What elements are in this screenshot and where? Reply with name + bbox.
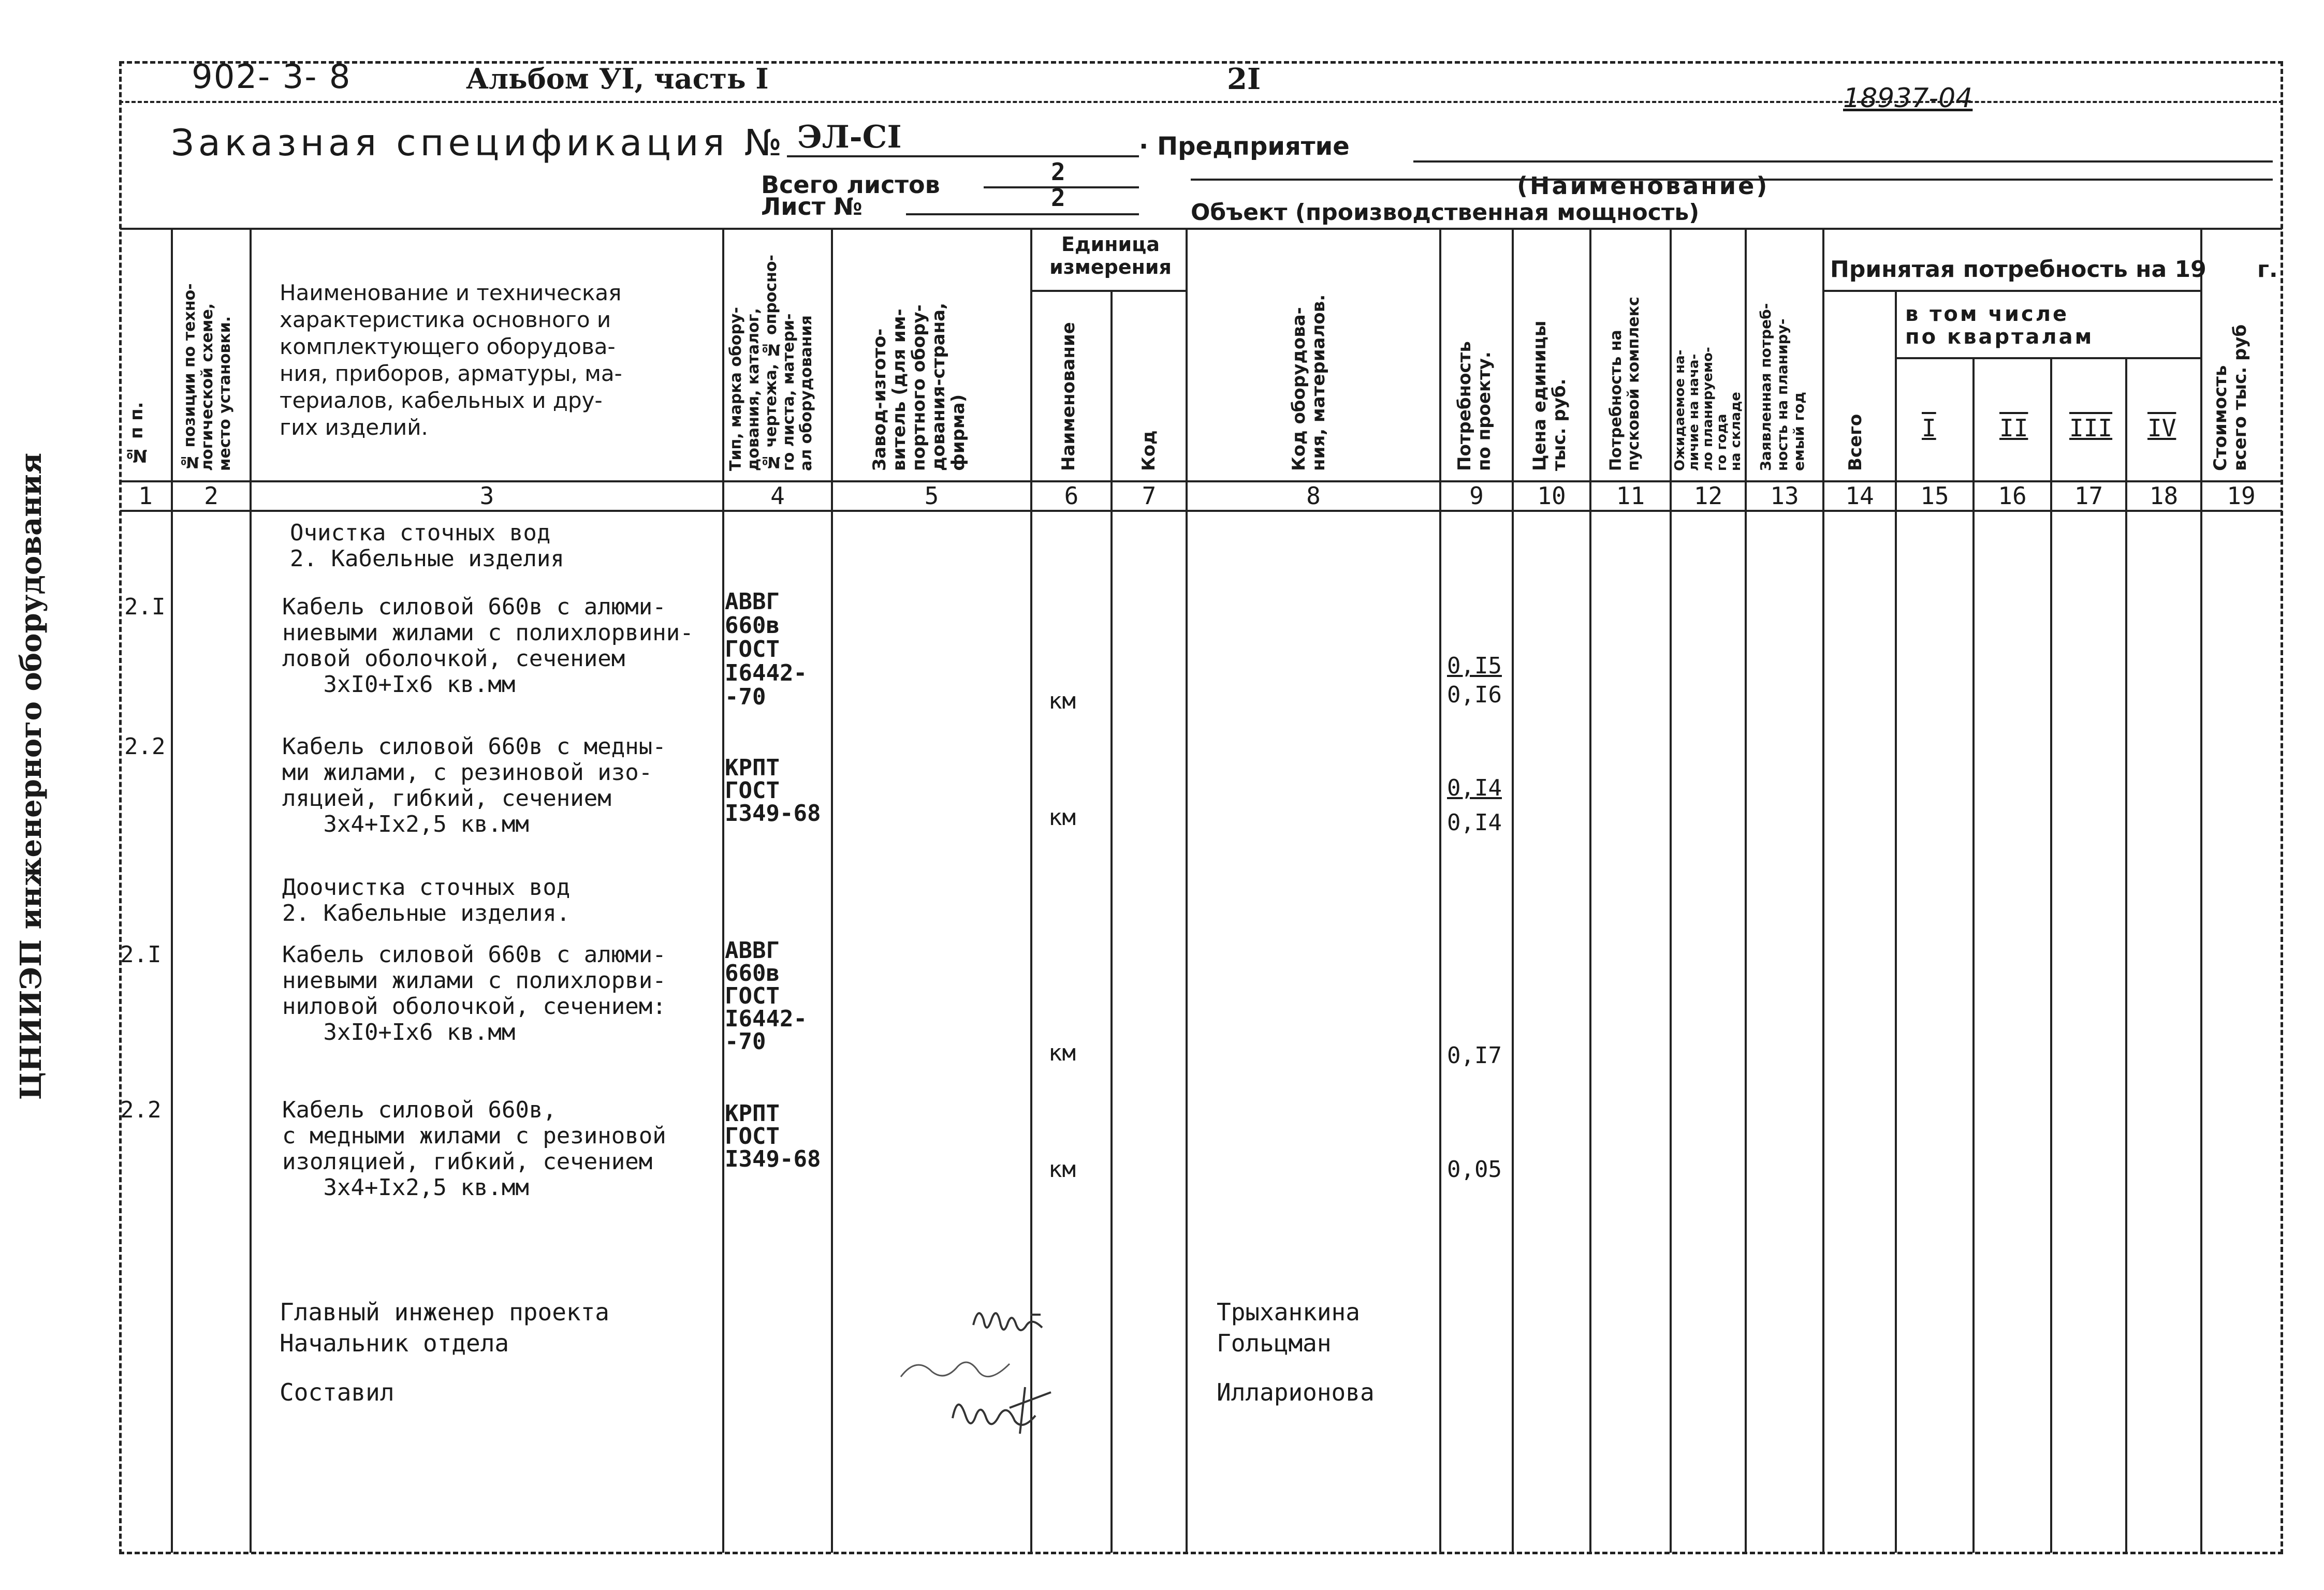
col-header-18: IV bbox=[2147, 414, 2176, 442]
col-num-11: 11 bbox=[1616, 482, 1645, 510]
col-num-5: 5 bbox=[924, 482, 939, 510]
col-line-1 bbox=[171, 228, 173, 1553]
page-number: 2I bbox=[1227, 62, 1261, 96]
col-header-11: Потребность на пусковой комплекс bbox=[1607, 297, 1643, 471]
col-header-10: Цена единицы тыс. руб. bbox=[1529, 320, 1570, 471]
col-line-4 bbox=[831, 228, 833, 1553]
row-2-qty-top: 0,I4 bbox=[1447, 775, 1502, 801]
sheet-label: Лист № bbox=[761, 193, 863, 220]
handwritten-signatures bbox=[890, 1278, 1160, 1449]
col-line-10 bbox=[1589, 228, 1591, 1553]
row-1-desc: Кабель силовой 660в с алюми- ниевыми жилами с полихлорвини- ловой оболочкой, сечением 3хI0+Iх6 кв.мм bbox=[282, 594, 694, 698]
accepted-group-header: Принятая потребность на 19 bbox=[1830, 256, 2206, 283]
section-title-2: Доочистка сточных вод 2. Кабельные изделия. bbox=[282, 874, 571, 926]
col-line-8 bbox=[1439, 228, 1441, 1553]
row-2-type: КРПТ ГОСТ I349-68 bbox=[725, 755, 821, 827]
accepted-group-line bbox=[1822, 290, 2200, 292]
row-3-type: АВВГ 660в ГОСТ I6442- -70 bbox=[725, 937, 807, 1055]
col-num-15: 15 bbox=[1920, 482, 1949, 510]
col-line-2 bbox=[250, 228, 252, 1553]
col-line-11 bbox=[1670, 228, 1672, 1553]
spec-number: ЭЛ-СI bbox=[797, 119, 902, 155]
signature-role-2: Начальник отдела bbox=[280, 1329, 509, 1357]
spec-title: Заказная спецификация № bbox=[171, 122, 786, 164]
col-num-7: 7 bbox=[1142, 482, 1157, 510]
sheet-line bbox=[906, 213, 1139, 215]
col-header-6: Наименование bbox=[1058, 322, 1079, 471]
album-label: Альбом УI, часть I bbox=[466, 62, 769, 95]
col-num-8: 8 bbox=[1306, 482, 1321, 510]
row-1-qty-top: 0,I5 bbox=[1447, 653, 1502, 679]
col-header-7: Код bbox=[1138, 430, 1159, 471]
col-header-9: Потребность по проекту. bbox=[1454, 341, 1495, 471]
row-4-desc: Кабель силовой 660в, с медными жилами с резиновой изоляцией, гибкий, сечением 3х4+Iх2,5 кв.мм bbox=[282, 1097, 666, 1201]
unit-group-header: Единица измерения bbox=[1049, 233, 1172, 278]
col-num-19: 19 bbox=[2227, 482, 2256, 510]
col-num-14: 14 bbox=[1845, 482, 1874, 510]
col-header-12: Ожидаемое на- личие на нача- ло планируемо- го года на складе bbox=[1672, 347, 1744, 471]
section-title-1: Очистка сточных вод 2. Кабельные изделия bbox=[290, 520, 564, 572]
row-2-qty-bottom: 0,I4 bbox=[1447, 809, 1502, 836]
row-2-pos: 2.2 bbox=[124, 733, 166, 760]
col-num-16: 16 bbox=[1998, 482, 2027, 510]
col-num-12: 12 bbox=[1693, 482, 1723, 510]
row-1-qty-bottom: 0,I6 bbox=[1447, 682, 1502, 708]
spec-number-underline bbox=[787, 155, 1139, 157]
col-line-17 bbox=[2125, 357, 2127, 1553]
col-num-17: 17 bbox=[2074, 482, 2103, 510]
col-header-17: III bbox=[2069, 414, 2113, 442]
object-label: Объект (производственная мощность) bbox=[1191, 199, 1700, 226]
signature-name-1: Трыханкина bbox=[1217, 1298, 1360, 1326]
signature-name-2: Гольцман bbox=[1217, 1329, 1332, 1357]
signature-name-3: Илларионова bbox=[1217, 1378, 1375, 1406]
col-num-9: 9 bbox=[1469, 482, 1484, 510]
sheet-value: 2 bbox=[1051, 184, 1065, 212]
enterprise-line bbox=[1413, 160, 2273, 163]
doc-number: 18937-04 bbox=[1843, 83, 1973, 114]
row-1-pos: 2.I bbox=[124, 594, 166, 620]
table-top-line bbox=[120, 228, 2282, 230]
row-3-pos: 2.I bbox=[120, 941, 162, 968]
col-header-15: I bbox=[1922, 414, 1936, 442]
col-num-6: 6 bbox=[1064, 482, 1079, 510]
col-header-13: Заявленная потреб- ность на планиру- емый год bbox=[1757, 303, 1807, 471]
col-header-2: № позиции по техно- логической схеме, место установки. bbox=[181, 283, 234, 471]
enterprise-label: · Предприятие bbox=[1139, 132, 1350, 161]
naming-label: (Наименование) bbox=[1517, 172, 1770, 200]
col-line-14 bbox=[1895, 290, 1897, 1553]
col-line-18 bbox=[2200, 228, 2202, 1553]
col-header-14: Всего bbox=[1845, 414, 1866, 471]
col-line-3 bbox=[722, 228, 724, 1553]
col-line-7 bbox=[1186, 228, 1188, 1553]
col-line-15 bbox=[1972, 357, 1975, 1553]
project-code: 902- 3- 8 bbox=[192, 58, 352, 96]
unit-group-line bbox=[1030, 290, 1186, 292]
total-sheets-label: Всего листов bbox=[761, 171, 940, 199]
col-num-4: 4 bbox=[770, 482, 785, 510]
total-sheets-value: 2 bbox=[1051, 158, 1065, 186]
col-header-16: II bbox=[1999, 414, 2028, 442]
row-4-pos: 2.2 bbox=[120, 1097, 162, 1123]
col-num-2: 2 bbox=[204, 482, 218, 510]
signature-role-1: Главный инженер проекта bbox=[280, 1298, 609, 1326]
col-num-10: 10 bbox=[1537, 482, 1566, 510]
col-line-16 bbox=[2050, 357, 2052, 1553]
col-line-9 bbox=[1512, 228, 1514, 1553]
row-2-desc: Кабель силовой 660в с медны- ми жилами, с резиновой изо- ляцией, гибкий, сечением 3х4+Iх2,5 кв.мм bbox=[282, 733, 666, 837]
row-3-desc: Кабель силовой 660в с алюми- ниевыми жилами с полихлорви- ниловой оболочкой, сечением: 3хI0+Iх6 кв.мм bbox=[282, 941, 666, 1046]
row-1-unit: км bbox=[1048, 688, 1076, 714]
col-header-5: Завод-изгото- витель (для им- портного обору- дования-страна, фирма) bbox=[869, 302, 969, 471]
quarters-group-line bbox=[1895, 357, 2200, 359]
row-4-type: КРПТ ГОСТ I349-68 bbox=[725, 1100, 821, 1172]
row-3-qty-bottom: 0,I7 bbox=[1447, 1042, 1502, 1069]
col-header-4: Тип, марка обору- дования, каталог, № чертежа, № опросно- го листа, матери- ал оборудования bbox=[727, 255, 815, 471]
col-line-12 bbox=[1745, 228, 1747, 1553]
row-2-unit: км bbox=[1048, 804, 1076, 831]
side-label: ЦНИИЭП инженерного оборудования bbox=[14, 452, 48, 1100]
col-line-13 bbox=[1822, 228, 1824, 1553]
row-4-qty-bottom: 0,05 bbox=[1447, 1156, 1502, 1183]
accepted-group-suffix: г. bbox=[2257, 256, 2278, 283]
row-3-unit: км bbox=[1048, 1040, 1076, 1066]
col-header-19: Стоимость всего тыс. руб bbox=[2210, 324, 2250, 471]
col-num-13: 13 bbox=[1770, 482, 1799, 510]
row-4-unit: км bbox=[1048, 1156, 1076, 1183]
col-header-1: № п п. bbox=[126, 402, 147, 466]
col-header-3: Наименование и техническая характеристика основного и комплектующего оборудова- ния, приборов, арматуры, ма- териалов, кабельных и дру- гих изделий. bbox=[280, 280, 622, 440]
naming-line bbox=[1191, 179, 2273, 181]
quarters-group-header: в том числе по кварталам bbox=[1905, 302, 2094, 349]
col-num-3: 3 bbox=[479, 482, 494, 510]
col-num-18: 18 bbox=[2149, 482, 2179, 510]
signature-role-3: Составил bbox=[280, 1378, 394, 1406]
row-1-type: АВВГ 660в ГОСТ I6442- -70 bbox=[725, 588, 807, 710]
col-num-1: 1 bbox=[138, 482, 153, 510]
col-header-8: Код оборудова- ния, материалов. bbox=[1289, 294, 1329, 471]
